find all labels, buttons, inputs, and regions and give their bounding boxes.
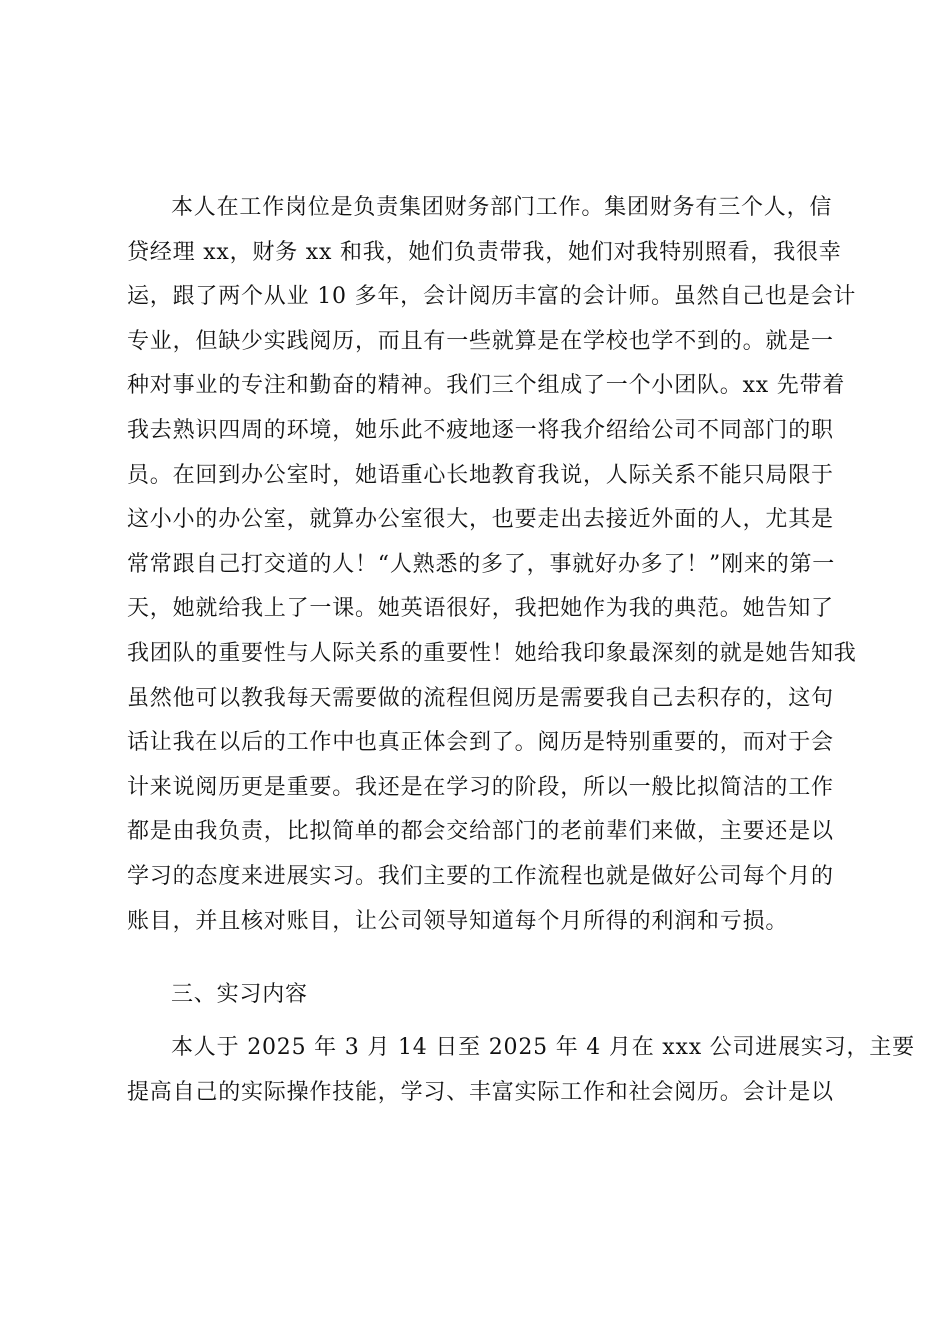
- text-line: 话让我在以后的工作中也真正体会到了。阅历是特别重要的，而对于会: [127, 730, 834, 756]
- text-line: 本人在工作岗位是负责集团财务部门工作。集团财务有三个人，信: [171, 195, 833, 220]
- section-heading: 三、实习内容: [171, 982, 308, 1007]
- text-line: 账目，并且核对账目，让公司领导知道每个月所得的利润和亏损。: [127, 908, 789, 934]
- text-line: 虽然他可以教我每天需要做的流程但阅历是需要我自己去积存的，这句: [127, 685, 834, 711]
- section-heading-block: [127, 970, 827, 1020]
- text-line: 本人于 2025 年 3 月 14 日至 2025 年 4 月在 xxx 公司进展实习，主要: [171, 1035, 915, 1060]
- text-line: 我去熟识四周的环境，她乐此不疲地逐一将我介绍给公司不同部门的职: [127, 417, 834, 443]
- text-line: 我团队的重要性与人际关系的重要性！她给我印象最深刻的就是她告知我: [127, 640, 857, 666]
- text-line: 提高自己的实际操作技能，学习、丰富实际工作和社会阅历。会计是以: [127, 1079, 834, 1105]
- paragraph-internship-content: [127, 1026, 915, 1115]
- text-line: 学习的态度来进展实习。我们主要的工作流程也就是做好公司每个月的: [127, 863, 834, 889]
- text-line: 常常跟自己打交道的人！“人熟悉的多了，事就好办多了！”刚来的第一: [127, 551, 836, 577]
- paragraph-work-role: [127, 186, 857, 944]
- text-line: 计来说阅历更是重要。我还是在学习的阶段，所以一般比拟简洁的工作: [127, 774, 834, 800]
- text-line: 都是由我负责，比拟简单的都会交给部门的老前辈们来做，主要还是以: [127, 819, 834, 845]
- text-line: 运，跟了两个从业 10 多年，会计阅历丰富的会计师。虽然自己也是会计: [127, 284, 857, 310]
- text-line: 种对事业的专注和勤奋的精神。我们三个组成了一个小团队。xx 先带着: [127, 373, 846, 399]
- text-line: 贷经理 xx，财务 xx 和我，她们负责带我，她们对我特别照看，我很幸: [127, 239, 842, 265]
- text-line: 专业，但缺少实践阅历，而且有一些就算是在学校也学不到的。就是一: [127, 328, 834, 354]
- text-line: 这小小的办公室，就算办公室很大，也要走出去接近外面的人，尤其是: [127, 507, 834, 533]
- text-line: 天，她就给我上了一课。她英语很好，我把她作为我的典范。她告知了: [127, 596, 834, 622]
- text-line: 员。在回到办公室时，她语重心长地教育我说，人际关系不能只局限于: [127, 462, 834, 488]
